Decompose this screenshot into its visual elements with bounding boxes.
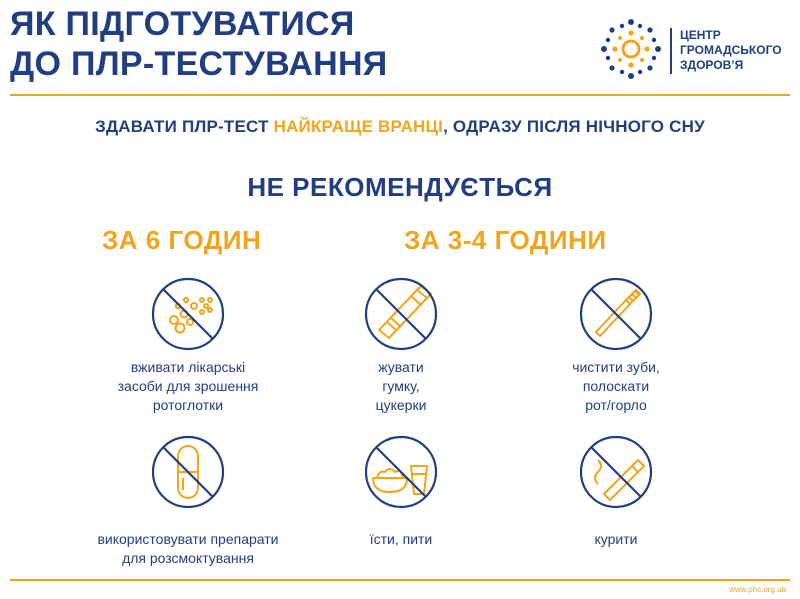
logo-text <box>680 28 782 73</box>
top-divider <box>10 94 790 96</box>
subtitle-part-1: ЗДАВАТИ ПЛР-ТЕСТ <box>95 117 274 136</box>
title-line-1: ЯК ПІДГОТУВАТИСЯ <box>10 5 355 43</box>
group-title-3-4-hours: ЗА 3-4 ГОДИНИ <box>404 225 607 255</box>
caption-food-drink: їсти, пити <box>369 531 433 547</box>
not-recommended-heading: НЕ РЕКОМЕНДУЄТЬСЯ <box>247 172 553 202</box>
bottom-divider <box>10 579 790 581</box>
caption-toothbrush: чистити зуби, полоскати рот/горло <box>572 359 660 413</box>
title-line-2: ДО ПЛР-ТЕСТУВАННЯ <box>10 45 388 83</box>
logo-line-2: ГРОМАДСЬКОГО <box>680 43 782 57</box>
logo-line-3: ЗДОРОВ’Я <box>680 58 744 72</box>
subtitle <box>0 117 800 137</box>
caption-medicine-spray: вживати лікарські засоби для зрошення ротоглотки <box>117 359 259 413</box>
no-food-drink-icon <box>363 434 439 510</box>
phc-logo-mark-icon <box>598 16 664 82</box>
subtitle-part-2: , ОДРАЗУ ПІСЛЯ НІЧНОГО СНУ <box>443 117 705 136</box>
no-medicine-spray-icon <box>150 276 226 352</box>
logo-line-1: ЦЕНТР <box>680 28 721 42</box>
logo-divider <box>670 28 672 74</box>
subtitle-accent: НАЙКРАЩЕ ВРАНЦІ <box>273 117 444 136</box>
footer-url[interactable]: www.phc.org.ua <box>729 585 786 594</box>
caption-smoking: курити <box>594 531 638 547</box>
no-chewing-gum-icon <box>363 276 439 352</box>
page-title <box>10 4 388 84</box>
caption-pill: використовувати препарати для розсмоктування <box>97 531 279 566</box>
no-toothbrush-icon <box>578 276 654 352</box>
caption-chewing-gum: жувати гумку, цукерки <box>375 359 427 413</box>
no-pill-icon <box>150 434 226 510</box>
no-smoking-icon <box>578 434 654 510</box>
phc-logo <box>598 16 798 86</box>
group-title-6-hours: ЗА 6 ГОДИН <box>102 225 262 255</box>
